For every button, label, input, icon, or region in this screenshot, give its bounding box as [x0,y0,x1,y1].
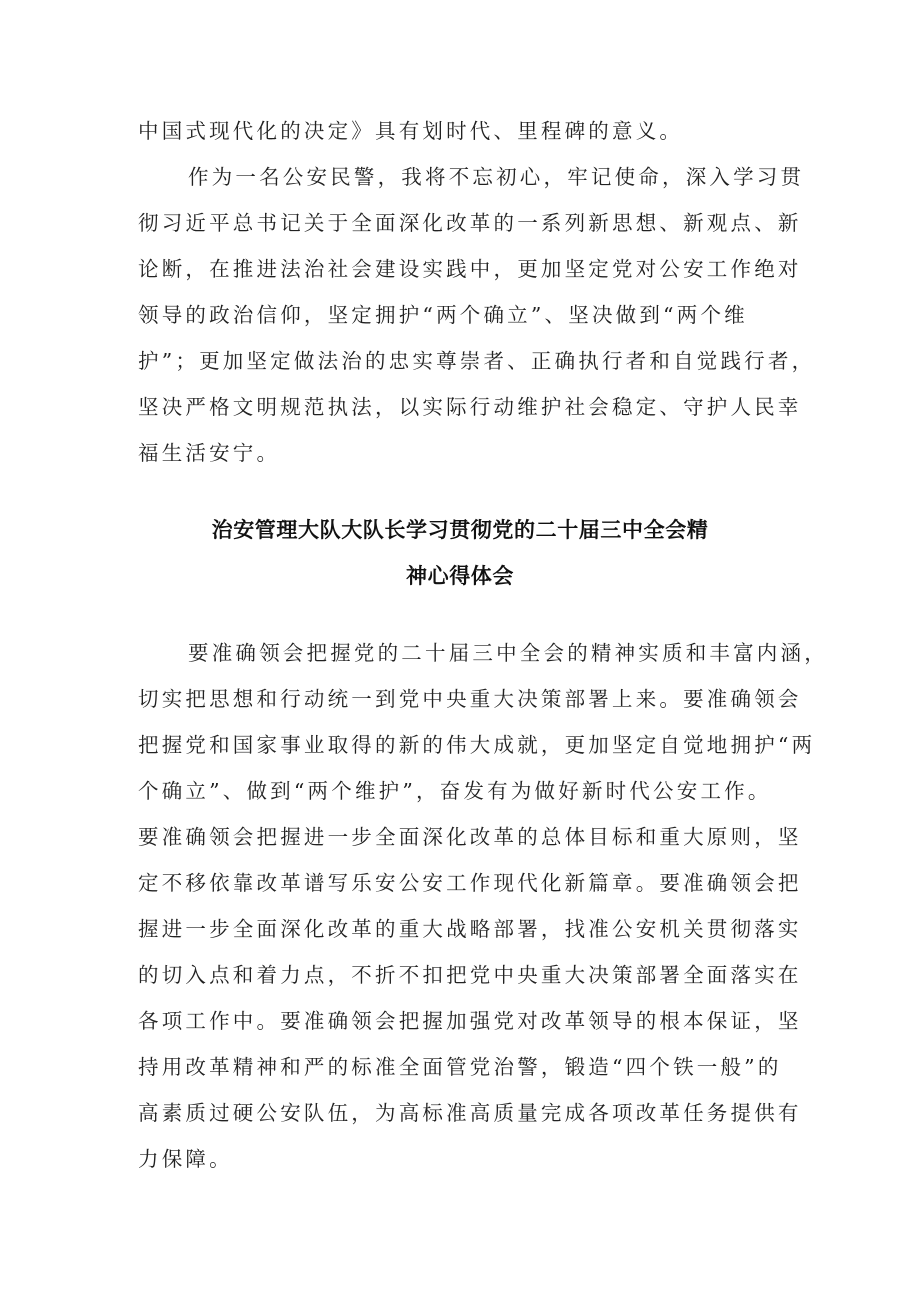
text-line: 要准确领会把握党的二十届三中全会的精神实质和丰富内涵， [188,641,828,665]
text-line: 福生活安宁。 [138,441,281,465]
text-line: 的切入点和着力点，不折不扣把党中央重大决策部署全面落实在 [138,963,802,987]
text-line: 握进一步全面深化改革的重大战略部署，找准公安机关贯彻落实 [138,917,802,941]
text-line: 切实把思想和行动统一到党中央重大决策部署上来。要准确领会 [138,687,802,711]
text-line: 把握党和国家事业取得的新的伟大成就，更加坚定自觉地拥护“两 [138,733,816,757]
text-line: 持用改革精神和严的标准全面管党治警，锻造“四个铁一般”的 [138,1055,782,1079]
text-line: 护”；更加坚定做法治的忠实尊崇者、正确执行者和自觉践行者， [138,349,816,373]
text-line: 定不移依靠改革谱写乐安公安工作现代化新篇章。要准确领会把 [138,871,802,895]
text-line: 中国式现代化的决定》具有划时代、里程碑的意义。 [138,119,684,143]
text-line: 作为一名公安民警，我将不忘初心，牢记使命，深入学习贯 [188,165,805,189]
text-line: 要准确领会把握进一步全面深化改革的总体目标和重大原则，坚 [138,825,802,849]
title-line: 神心得体会 [406,564,514,588]
text-line: 彻习近平总书记关于全面深化改革的一系列新思想、新观点、新 [138,211,802,235]
text-line: 坚决严格文明规范执法，以实际行动维护社会稳定、守护人民幸 [138,395,802,419]
text-line: 个确立”、做到“两个维护”，奋发有为做好新时代公安工作。 [138,779,772,803]
text-line: 领导的政治信仰，坚定拥护“两个确立”、坚决做到“两个维 [138,303,748,327]
text-line: 力保障。 [138,1147,233,1171]
text-line: 各项工作中。要准确领会把握加强党对改革领导的根本保证，坚 [138,1009,802,1033]
title-line: 治安管理大队大队长学习贯彻党的二十届三中全会精 [211,518,709,542]
text-line: 论断，在推进法治社会建设实践中，更加坚定党对公安工作绝对 [138,257,802,281]
text-line: 高素质过硬公安队伍，为高标准高质量完成各项改革任务提供有 [138,1101,802,1125]
